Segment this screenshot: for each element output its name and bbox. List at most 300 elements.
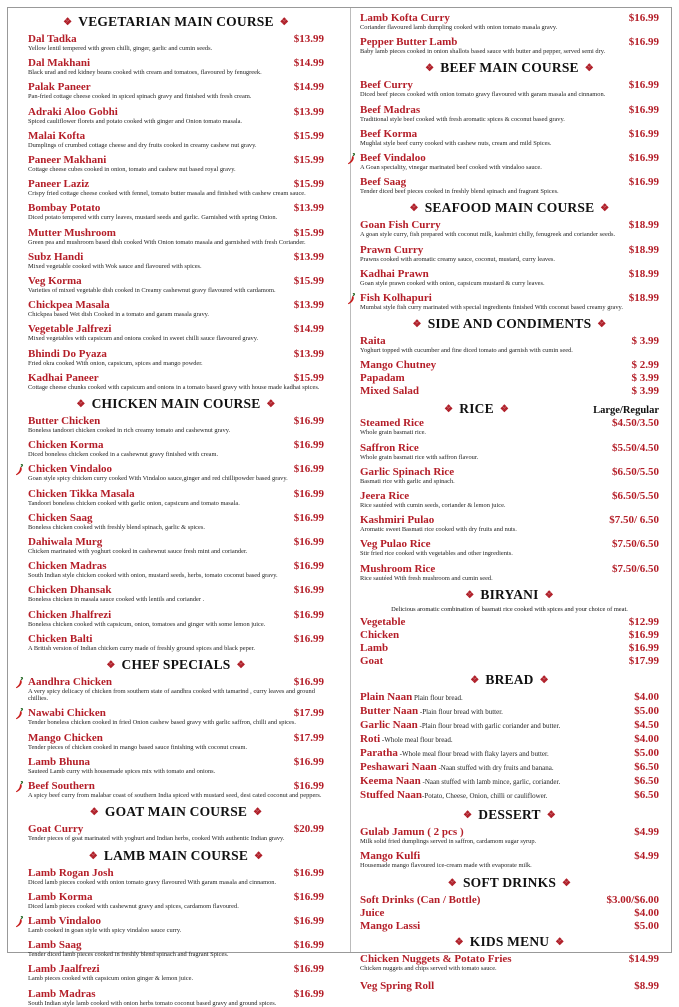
menu-item: [28, 154, 324, 173]
section-title-text: BREAD: [485, 672, 534, 688]
menu-item-description: Baby lamb pieces cooked in onion shallots based sauce with butter and pepper, served semi dry.: [360, 48, 606, 56]
menu-item-name-wrap: [360, 775, 560, 788]
section-title-text: KIDS MENU: [469, 933, 550, 949]
menu-item-row: [28, 732, 324, 744]
menu-item-description: South Indian style chicken cooked with onion, mustard seeds, herbs, tomato coconut based gravy.: [28, 572, 278, 580]
menu-item-price: $ 3.99: [631, 385, 659, 398]
menu-item-name: Veg Spring Roll: [360, 979, 435, 992]
menu-item-price: $4.50: [634, 719, 659, 732]
menu-item-description: Black urad and red kidney beans cooked with cream and tomatoes, flavoured by fenugreek.: [28, 69, 262, 77]
menu-item-name: Beef Curry: [360, 79, 413, 92]
menu-item-name: Lamb Saag: [28, 939, 82, 952]
menu-item-name: Peshawari Naan: [360, 761, 437, 774]
menu-item-name: Fish Kolhapuri: [360, 292, 432, 305]
menu-item-price: $17.99: [293, 707, 324, 720]
menu-item-name: Lamb Vindaloo: [28, 914, 102, 927]
menu-item-price: $15.99: [293, 154, 324, 167]
menu-item-description: Diced lamb pieces cooked with cashewnut gravy and spices, cardamom flavoured.: [28, 902, 239, 910]
menu-item-row: [360, 894, 659, 906]
menu-item-name: Chicken Dhansak: [28, 584, 112, 597]
menu-item-row: [360, 980, 659, 992]
menu-item-name: Lamb: [360, 642, 389, 655]
menu-item-name: Gulab Jamun ( 2 pcs ): [360, 826, 464, 839]
menu-item-name: Dahiwala Murg: [28, 536, 103, 549]
menu-item-price: $20.99: [293, 823, 324, 836]
section-title-text: GOAT MAIN COURSE: [104, 804, 248, 820]
menu-item-price: $16.99: [293, 511, 324, 524]
chili-icon: [15, 707, 25, 719]
menu-item-name-wrap: [360, 719, 560, 732]
menu-item-name: Steamed Rice: [360, 417, 424, 430]
section-title-text: BIRYANI: [480, 586, 539, 602]
menu-item-price: $16.99: [293, 560, 324, 573]
menu-item-description: Stir fried rice cooked with vegetables and other ingredients.: [360, 550, 513, 558]
chili-icon: [347, 292, 357, 304]
section-title: [360, 672, 659, 688]
menu-item-description: Varieties of mixed vegetable dish cooked in Creamy cashewnut gravy flavoured with cardamom.: [28, 287, 276, 295]
menu-item: [360, 244, 659, 263]
menu-item-description: Rice sautéed With fresh mushroom and cumin seed.: [360, 574, 493, 582]
menu-item-description: Yoghurt topped with cucumber and fine diced tomato and garnish with cumin seed.: [360, 347, 573, 355]
menu-item-price: $16.99: [293, 866, 324, 879]
menu-item-row: [360, 385, 659, 397]
menu-item-name: Chickpea Masala: [28, 299, 110, 312]
menu-item-name: Chicken Saag: [28, 511, 93, 524]
menu-item-price: $5.00: [634, 919, 659, 932]
menu-item-price: $4.99: [634, 850, 659, 863]
menu-item: [28, 988, 324, 1007]
menu-item-name: Chicken Vindaloo: [28, 463, 113, 476]
menu-item-row: [360, 442, 659, 454]
menu-item-row: [28, 348, 324, 360]
menu-item-name-wrap: [360, 691, 463, 704]
menu-item-price: $14.99: [293, 81, 324, 94]
menu-item-price: $13.99: [293, 347, 324, 360]
menu-item: [360, 219, 659, 238]
diamond-ornament-icon: ❖: [562, 877, 572, 889]
section-title: [28, 396, 324, 412]
menu-item-price: $7.50/ 6.50: [609, 514, 659, 527]
menu-item: [28, 251, 324, 270]
menu-item-price: $18.99: [628, 292, 659, 305]
menu-item-price: $15.99: [293, 129, 324, 142]
menu-item-name: Lamb Kofta Curry: [360, 12, 450, 24]
menu-item-name: Keema Naan: [360, 775, 421, 788]
diamond-ornament-icon: ❖: [465, 589, 475, 601]
menu-item-row: [28, 823, 324, 835]
menu-item-row: [360, 655, 659, 667]
menu-item: [360, 850, 659, 869]
menu-item: [28, 488, 324, 507]
section-title-text: RICE: [459, 401, 494, 417]
diamond-ornament-icon: ❖: [447, 877, 457, 889]
section-title: [28, 804, 324, 820]
menu-item-name: Lamb Bhuna: [28, 755, 91, 768]
menu-item-description: Rice sautéed with cumin seeds, coriander & lemon juice.: [360, 502, 506, 510]
menu-item: [28, 676, 324, 702]
menu-item: [360, 128, 659, 147]
menu-item-name: Chicken Jhalfrezi: [28, 608, 112, 621]
menu-item-name: Mango Kulfi: [360, 850, 421, 863]
menu-item-row: [28, 130, 324, 142]
menu-item: [28, 178, 324, 197]
menu-item: [28, 299, 324, 318]
menu-item-price: $7.50/6.50: [611, 538, 659, 551]
menu-item-row: [360, 907, 659, 919]
menu-item-description: Cottage cheese chunks cooked with capsicum and onions in a tomato based gravy with house made kadhai spices.: [28, 383, 320, 391]
menu-item-name: Plain Naan: [360, 691, 413, 704]
menu-item-price: $16.99: [293, 755, 324, 768]
menu-item-name: Garlic Naan: [360, 719, 418, 732]
menu-item-row: [28, 609, 324, 621]
menu-item-price: $16.99: [293, 584, 324, 597]
menu-item-description: Lamb pieces cooked with capsicum onion ginger & lemon juice.: [28, 975, 194, 983]
diamond-ornament-icon: ❖: [236, 660, 246, 672]
menu-item-row: [28, 415, 324, 427]
menu-item-row: [28, 867, 324, 879]
menu-item-name: Dal Tadka: [28, 33, 77, 45]
diamond-ornament-icon: ❖: [266, 399, 276, 411]
menu-item-price: $5.50/4.50: [611, 441, 659, 454]
diamond-ornament-icon: ❖: [555, 936, 565, 948]
menu-item-name: Chicken Tikka Masala: [28, 487, 135, 500]
menu-item-description: A goan style curry, fish prepared with coconut milk, kashmiri chilly, fenugreek and coriander seeds.: [360, 231, 616, 239]
menu-item-description: Tender pieces of goat marinated with yoghurt and Indian herbs, cooked With authentic Indian gravy.: [28, 835, 285, 843]
menu-item-name: Saffron Rice: [360, 441, 419, 454]
menu-item-description: Yellow lentil tempered with green chilli, ginger, garlic and cumin seeds.: [28, 45, 213, 52]
menu-item: [360, 980, 659, 992]
menu-item-description: Crispy fried cottage cheese cooked with fennel, tomato butter masala and finished with cashew cream sauce.: [28, 190, 306, 198]
menu-item-row: [28, 512, 324, 524]
menu-item: [28, 415, 324, 434]
menu-item-price: $18.99: [628, 267, 659, 280]
menu-item-row: [360, 244, 659, 256]
diamond-ornament-icon: ❖: [597, 319, 607, 331]
menu-item: [360, 417, 659, 436]
menu-item-description: Chickpea based Wet dish Cooked in a tomato and garam masala gravy.: [28, 311, 210, 319]
menu-item-row: [360, 36, 659, 48]
menu-item-name: Chicken Korma: [28, 439, 104, 452]
diamond-ornament-icon: ❖: [584, 63, 594, 75]
menu-item-price: $15.99: [293, 226, 324, 239]
section-title-text: SOFT DRINKS: [462, 874, 557, 890]
menu-item-description: A British version of Indian chicken curry made of freshly ground spices and black peper.: [28, 644, 255, 652]
menu-item-price: $15.99: [293, 371, 324, 384]
menu-item-name: Adraki Aloo Gobhi: [28, 105, 118, 118]
menu-item-price: $16.99: [293, 415, 324, 428]
menu-item-name: Roti: [360, 733, 381, 746]
menu-item-price: $8.99: [634, 979, 659, 992]
section-title-text: SEAFOOD MAIN COURSE: [424, 200, 595, 216]
menu-item-row: [28, 707, 324, 719]
menu-item-name: Palak Paneer: [28, 81, 91, 94]
menu-item-description: Mumbai style fish curry marinated with special ingredients finished With coconut based creamy gravy.: [360, 304, 623, 312]
menu-item-name: Chicken Balti: [28, 632, 93, 645]
menu-item-description: Boneless chicken cooked with capsicum, onion, tomatoes and ginger with some lemon juice.: [28, 620, 266, 628]
section-title: [360, 934, 659, 950]
menu-item-price: $16.99: [293, 608, 324, 621]
menu-item-price: $16.99: [628, 36, 659, 49]
menu-item-description: -Whole meal flour bread.: [380, 736, 453, 745]
menu-item-price: $16.99: [293, 939, 324, 952]
menu-item: [28, 130, 324, 149]
menu-item-row: [360, 538, 659, 550]
diamond-ornament-icon: ❖: [544, 589, 554, 601]
menu-item-row: [360, 747, 659, 760]
menu-item: [360, 563, 659, 582]
menu-item-name: Beef Vindaloo: [360, 152, 426, 165]
menu-item-row: [360, 268, 659, 280]
menu-item-price: $16.99: [293, 632, 324, 645]
menu-item-price: $3.00/$6.00: [606, 893, 659, 906]
menu-item: [28, 915, 324, 934]
menu-item-name: Paratha: [360, 747, 398, 760]
menu-item-price: $13.99: [293, 33, 324, 45]
menu-item-name: Bombay Potato: [28, 202, 101, 215]
menu-item-row: [28, 963, 324, 975]
menu-item-row: [28, 372, 324, 384]
menu-item-row: [360, 417, 659, 429]
menu-item-description: A Goan speciality, vinegar marinated beef cooked with vindaloo sauce.: [360, 164, 542, 172]
menu-item-description: Goan style prawn cooked with onion, capsicum mustard & curry leaves.: [360, 279, 545, 287]
menu-item-name: Raita: [360, 335, 386, 348]
menu-item-row: [28, 891, 324, 903]
menu-item-row: [360, 466, 659, 478]
menu-item-name: Veg Pulao Rice: [360, 538, 431, 551]
diamond-ornament-icon: ❖: [600, 203, 610, 215]
menu-item-row: [360, 775, 659, 788]
menu-item: [360, 79, 659, 98]
section-title-text: LAMB MAIN COURSE: [103, 847, 249, 863]
diamond-ornament-icon: ❖: [539, 675, 549, 687]
menu-item-description: Tender diced lamb pieces cooked in freshly blend spinach and fragrant Spices.: [28, 951, 229, 959]
menu-item-price: $16.99: [293, 463, 324, 476]
menu-item: [28, 275, 324, 294]
section-title: [360, 875, 659, 891]
menu-item-name: Mango Chicken: [28, 731, 103, 744]
menu-item-row: [360, 79, 659, 91]
menu-item: [28, 463, 324, 482]
chili-icon: [15, 676, 25, 688]
section-title: [360, 401, 593, 417]
menu-item-row: [28, 536, 324, 548]
menu-item-name: Beef Korma: [360, 127, 418, 140]
menu-item-price: $6.50/5.50: [611, 465, 659, 478]
menu-item-name: Stuffed Naan: [360, 789, 423, 802]
menu-item-row: [360, 563, 659, 575]
menu-item-name: Butter Naan: [360, 705, 419, 718]
menu-item: [28, 867, 324, 886]
menu-item-price: $13.99: [293, 202, 324, 215]
menu-item-price: $18.99: [628, 243, 659, 256]
section-title: [28, 657, 324, 673]
menu-item-price: $4.00: [634, 691, 659, 704]
menu-item-description: Coriander flavoured lamb dumpling cooked with onion tomato masala gravy.: [360, 24, 558, 31]
menu-item: [28, 33, 324, 52]
menu-item: [28, 891, 324, 910]
menu-item-price: $16.99: [628, 176, 659, 189]
menu-item-description: Tender pieces of chicken cooked in mango based sauce finishing with coconut cream.: [28, 743, 248, 751]
menu-item-description: Aromatic sweet Basmati rice cooked with dry fruits and nuts.: [360, 526, 517, 534]
menu-item-description: Spiced cauliflower florets and potato cooked with ginger and Onion tomato masala.: [28, 117, 243, 125]
menu-item: [28, 372, 324, 391]
diamond-ornament-icon: ❖: [409, 203, 419, 215]
diamond-ornament-icon: ❖: [463, 810, 473, 822]
menu-item-row: [360, 850, 659, 862]
menu-item-description: Chicken marinated with yoghurt cooked in cashewnut sauce fresh mint and coriander.: [28, 548, 248, 556]
menu-item: [360, 826, 659, 845]
menu-item-name: Chicken Madras: [28, 560, 107, 573]
diamond-ornament-icon: ❖: [412, 319, 422, 331]
menu-item-row: [360, 12, 659, 24]
menu-item: [360, 12, 659, 31]
diamond-ornament-icon: ❖: [89, 807, 99, 819]
menu-item-row: [360, 359, 659, 371]
menu-item-price: $16.99: [293, 987, 324, 1000]
menu-item-description: -Plain flour bread with garlic coriander and butter.: [417, 722, 561, 731]
diamond-ornament-icon: ❖: [454, 936, 464, 948]
diamond-ornament-icon: ❖: [546, 810, 556, 822]
menu-item: [360, 466, 659, 485]
menu-item: [360, 176, 659, 195]
menu-item-price: $4.00: [634, 906, 659, 919]
section-title: [360, 60, 659, 76]
menu-item: [28, 939, 324, 958]
diamond-ornament-icon: ❖: [444, 404, 454, 416]
menu-item-description: -Plain flour bread with butter.: [418, 708, 503, 717]
chili-icon: [15, 915, 25, 927]
menu-item-row: [360, 789, 659, 802]
menu-item-row: [360, 152, 659, 164]
menu-item-description: Green pea and mushroom based dish cooked With Onion tomato masala and garnished with fresh Coriander.: [28, 238, 306, 246]
menu-item-description: -Whole meal flour bread with flaky layers and butter.: [397, 750, 549, 759]
menu-item: [360, 442, 659, 461]
menu-item-name: Mango Chutney: [360, 359, 437, 372]
diamond-ornament-icon: ❖: [499, 404, 509, 416]
section-title-text: VEGETARIAN MAIN COURSE: [78, 14, 274, 29]
menu-item: [28, 560, 324, 579]
diamond-ornament-icon: ❖: [253, 807, 263, 819]
menu-item-price: $16.99: [293, 890, 324, 903]
rice-header: [360, 401, 659, 417]
menu-item-row: [28, 202, 324, 214]
menu-item-row: [28, 915, 324, 927]
menu-item: [28, 963, 324, 982]
menu-item-description: A very spicy delicacy of chicken from southern state of aandhra cooked with tamarind , curry leaves and ground chillies.: [28, 688, 315, 703]
menu-item-row: [360, 372, 659, 384]
menu-item-price: $16.99: [628, 642, 659, 655]
menu-item-row: [28, 57, 324, 69]
menu-item-price: $16.99: [293, 487, 324, 500]
menu-item: [360, 490, 659, 509]
menu-item-price: $15.99: [293, 275, 324, 288]
section-title-text: BEEF MAIN COURSE: [440, 60, 579, 76]
menu-item-name-wrap: [360, 747, 549, 760]
menu-item-name: Goat: [360, 655, 384, 668]
menu-item: [28, 536, 324, 555]
menu-item-description: Plain flour bread.: [412, 694, 463, 703]
menu-item-name: Prawn Curry: [360, 243, 424, 256]
menu-item-row: [28, 780, 324, 792]
menu-item-row: [360, 920, 659, 932]
menu-item: [28, 609, 324, 628]
menu-item: [28, 227, 324, 246]
menu-item-price: $14.99: [628, 952, 659, 965]
menu-item-row: [360, 733, 659, 746]
menu-item: [28, 756, 324, 775]
section-title-text: SIDE AND CONDIMENTS: [427, 316, 592, 332]
menu-item-description: Dumplings of crumbed cottage cheese and dry fruits cooked in creamy cashew nut gravy.: [28, 141, 257, 149]
menu-item-description: Fried okra cooked With onion, capsicum, spices and mango powder.: [28, 359, 203, 367]
menu-item-price: $16.99: [628, 629, 659, 642]
menu-item-row: [28, 463, 324, 475]
menu-item: [28, 707, 324, 726]
menu-item-price: $18.99: [628, 219, 659, 232]
menu-item-row: [360, 761, 659, 774]
menu-item-row: [360, 719, 659, 732]
menu-item: [28, 584, 324, 603]
menu-item: [360, 335, 659, 354]
menu-item-description: Diced potato tempered with curry leaves, mustard seeds and garlic. Garnished with spring Onion.: [28, 214, 278, 222]
menu-item-row: [360, 514, 659, 526]
menu-item-name: Mutter Mushroom: [28, 226, 116, 239]
menu-item-name: Bhindi Do Pyaza: [28, 347, 107, 360]
menu-item-name: Juice: [360, 906, 385, 919]
menu-item-row: [28, 106, 324, 118]
menu-item-name: Malai Kofta: [28, 129, 86, 142]
menu-item-row: [28, 323, 324, 335]
menu-item-row: [28, 154, 324, 166]
menu-item-price: $13.99: [293, 299, 324, 312]
menu-left-column: [8, 8, 338, 1007]
menu-item-row: [28, 988, 324, 1000]
menu-item-price: $16.99: [293, 780, 324, 793]
menu-item-description: Basmati rice with garlic and spinach.: [360, 477, 455, 485]
menu-item-price: $6.50/5.50: [611, 490, 659, 503]
menu-item-row: [28, 275, 324, 287]
menu-item-price: $16.99: [628, 79, 659, 92]
menu-item-name: Lamb Jaalfrezi: [28, 963, 100, 976]
menu-item-description: Mixed vegetable cooked with Wok sauce and flavoured with spices.: [28, 262, 202, 270]
menu-item-price: $4.99: [634, 826, 659, 839]
menu-item-description: -Naan stuffed with dry fruits and banana.: [436, 764, 554, 773]
menu-item-name-wrap: [360, 761, 554, 774]
chili-icon: [15, 780, 25, 792]
menu-item: [28, 106, 324, 125]
menu-item-name: Lamb Korma: [28, 890, 93, 903]
menu-item-price: $7.50/6.50: [611, 562, 659, 575]
diamond-ornament-icon: ❖: [76, 399, 86, 411]
menu-item-row: [28, 439, 324, 451]
menu-item-description: Sauteed Lamb curry with housemade spices mix with tomato and onions.: [28, 767, 216, 775]
menu-item-row: [360, 616, 659, 628]
menu-item: [28, 633, 324, 652]
menu-item: [28, 439, 324, 458]
menu-item: [28, 81, 324, 100]
section-title: [360, 316, 659, 332]
menu-item: [360, 292, 659, 311]
menu-item-name: Jeera Rice: [360, 490, 410, 503]
menu-item-name: Mango Lassi: [360, 919, 421, 932]
menu-item-row: [28, 939, 324, 951]
menu-item-row: [28, 33, 324, 45]
menu-item-price: $17.99: [628, 655, 659, 668]
menu-item-name: Vegetable Jalfrezi: [28, 323, 112, 336]
menu-item-name-wrap: [360, 705, 503, 718]
menu-item-description: Mixed vegetables with capsicum and onions cooked in sweet chilli sauce flavoured gravy.: [28, 335, 259, 343]
menu-item-row: [360, 629, 659, 641]
menu-item-description: Diced boneless chicken cooked in a cashewnut gravy finished with cream.: [28, 451, 219, 459]
